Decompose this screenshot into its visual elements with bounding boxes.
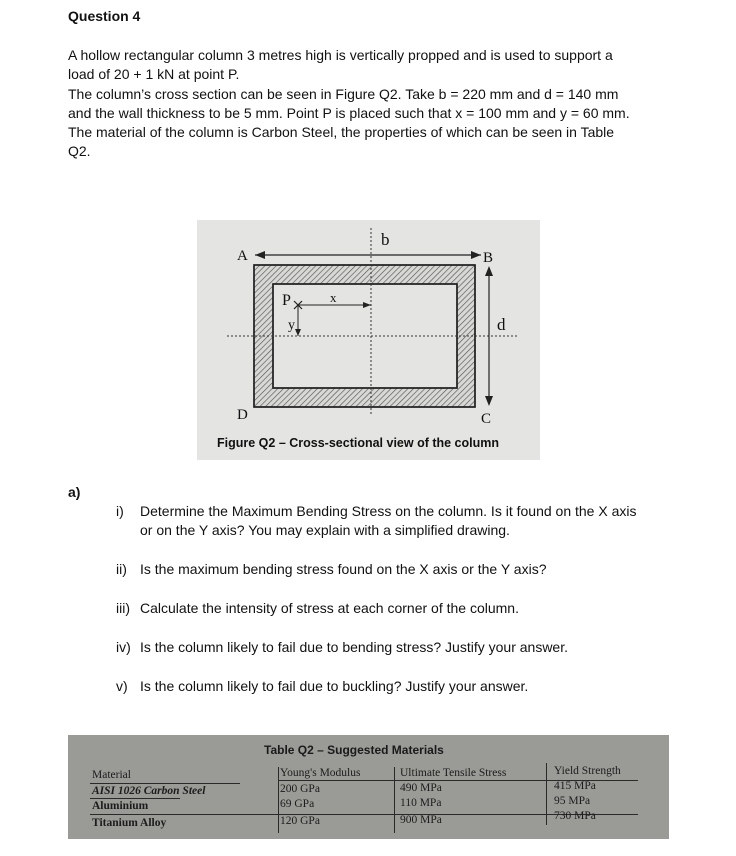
cell-material: Titanium Alloy: [92, 817, 167, 829]
cell-youngs-modulus: 69 GPa: [280, 798, 315, 810]
arrow-head-x: [363, 302, 371, 308]
label-b: b: [381, 230, 390, 249]
intro-line: The column’s cross section can be seen in Figure Q2. Take b = 220 mm and d = 140 mm: [68, 85, 619, 102]
materials-table: [68, 735, 669, 839]
part-a-label: a): [68, 484, 81, 500]
question-number: ii): [116, 561, 127, 577]
row-divider: [90, 783, 240, 784]
intro-line: load of 20 + 1 kN at point P.: [68, 66, 240, 83]
label-a: A: [237, 248, 248, 264]
question-number: i): [116, 503, 124, 519]
question-text: Calculate the intensity of stress at each corner of the column.: [140, 600, 519, 616]
label-p: P: [282, 292, 291, 309]
header-yield-strength: Yield Strength: [554, 765, 621, 777]
arrow-head-y: [295, 329, 301, 336]
question-line: Determine the Maximum Bending Stress on the column. Is it found on the X axis: [140, 503, 637, 519]
label-d: d: [497, 315, 506, 334]
table-title: Table Q2 – Suggested Materials: [264, 743, 444, 757]
cell-yield-strength: 730 MPa: [554, 810, 596, 822]
arrow-head-right: [471, 251, 481, 259]
intro-line: and the wall thickness to be 5 mm. Point P is placed such that x = 100 mm and y = 60 mm.: [68, 104, 630, 121]
cell-ultimate-tensile: 900 MPa: [400, 814, 442, 826]
intro-line: Q2.: [68, 143, 91, 160]
cell-material: Aluminium: [92, 800, 149, 812]
question-heading: Question 4: [68, 8, 141, 24]
question-text: [140, 502, 636, 541]
question-number: iii): [116, 600, 130, 616]
cell-youngs-modulus: 200 GPa: [280, 783, 320, 795]
cross-section-diagram: [197, 220, 540, 460]
question-text: Is the maximum bending stress found on the X axis or the Y axis?: [140, 561, 547, 577]
cell-yield-strength: 415 MPa: [554, 780, 596, 792]
row-divider: [90, 798, 180, 799]
header-material: Material: [92, 769, 131, 781]
label-y: y: [288, 318, 295, 333]
cell-yield-strength: 95 MPa: [554, 795, 591, 807]
question-number: iv): [116, 639, 131, 655]
column-divider: [278, 767, 279, 833]
question-line: or on the Y axis? You may explain with a simplified drawing.: [140, 522, 510, 539]
cell-ultimate-tensile: 110 MPa: [400, 797, 442, 809]
intro-line: A hollow rectangular column 3 metres high is vertically propped and is used to support a: [68, 47, 613, 63]
arrow-head-down: [485, 396, 493, 406]
cell-material: AISI 1026 Carbon Steel: [92, 785, 206, 797]
arrow-head-left: [255, 251, 265, 259]
figure-caption: Figure Q2 – Cross-sectional view of the column: [217, 436, 500, 450]
label-d-corner: D: [237, 407, 248, 423]
intro-line: The material of the column is Carbon Steel, the properties of which can be seen in Table: [68, 124, 615, 141]
question-text: Is the column likely to fail due to bending stress? Justify your answer.: [140, 639, 568, 655]
label-x: x: [330, 290, 337, 305]
column-divider: [394, 767, 395, 833]
question-number: v): [116, 678, 128, 694]
column-divider: [546, 763, 547, 825]
header-ultimate-tensile: Ultimate Tensile Stress: [400, 767, 507, 779]
cell-ultimate-tensile: 490 MPa: [400, 782, 442, 794]
label-c-corner: C: [481, 411, 492, 427]
arrow-head-up: [485, 266, 493, 276]
header-youngs-modulus: Young's Modulus: [280, 767, 361, 779]
cell-youngs-modulus: 120 GPa: [280, 815, 320, 827]
cross-section-figure: [197, 220, 540, 460]
question-text: Is the column likely to fail due to buckling? Justify your answer.: [140, 678, 529, 694]
label-b-corner: B: [483, 250, 494, 266]
question-intro: [68, 46, 668, 162]
